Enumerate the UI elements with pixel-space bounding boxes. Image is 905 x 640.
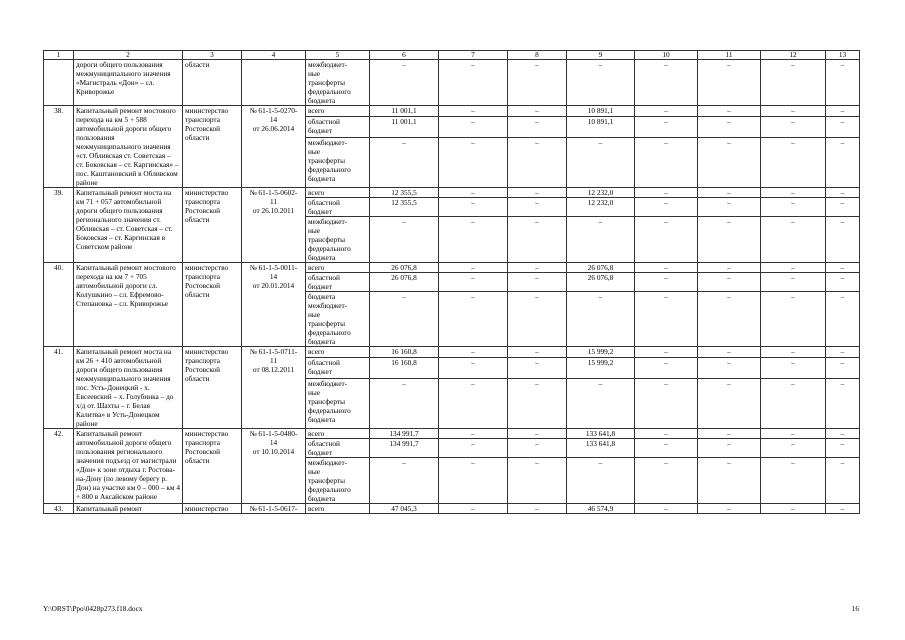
value-cell: 12 355,5 — [370, 198, 439, 217]
ministry-name: министерство — [183, 504, 242, 514]
value-cell: – — [826, 347, 860, 358]
value-cell: 26 076,8 — [567, 273, 635, 292]
value-cell: – — [508, 188, 567, 198]
row-number: 38. — [44, 106, 74, 188]
value-cell: – — [761, 429, 826, 439]
col-header: 9 — [567, 51, 635, 60]
value-cell: – — [370, 137, 439, 187]
value-cell: – — [826, 429, 860, 439]
document-number: № 61-1-5-0011- 14 от 20.01.2014 — [242, 263, 306, 347]
value-cell: – — [635, 429, 698, 439]
value-cell: – — [635, 60, 698, 106]
funding-source: областной бюджет — [306, 357, 370, 378]
value-cell: – — [698, 273, 761, 292]
value-cell: – — [567, 458, 635, 504]
col-header: 4 — [242, 51, 306, 60]
value-cell: – — [761, 504, 826, 514]
value-cell: – — [635, 116, 698, 137]
value-cell: 11 001,1 — [370, 106, 439, 117]
funding-source: областной бюджет — [306, 273, 370, 292]
ministry-name: министерство транспорта Ростовской области — [183, 263, 242, 347]
project-name: Капитальный ремонт автомобильной дороги общего пользования регионального значения подъезд от магистрали «Дон» к зоне отдыха г. Ростова-на-Дону (по левому берегу р. Дон) на участке км 0 – 000 – км 4 + 800 в Аксайском районе — [74, 429, 183, 504]
value-cell: – — [635, 273, 698, 292]
value-cell: – — [761, 60, 826, 106]
row-number: 41. — [44, 347, 74, 429]
col-header: 8 — [508, 51, 567, 60]
value-cell: – — [761, 439, 826, 458]
value-cell: – — [698, 378, 761, 428]
value-cell: – — [826, 292, 860, 347]
col-header: 3 — [183, 51, 242, 60]
value-cell: – — [370, 458, 439, 504]
value-cell: – — [439, 188, 508, 198]
value-cell: 15 999,2 — [567, 357, 635, 378]
project-name: Капитальный ремонт — [74, 504, 183, 514]
value-cell: – — [698, 458, 761, 504]
value-cell: – — [508, 198, 567, 217]
value-cell: – — [508, 273, 567, 292]
value-cell: – — [439, 60, 508, 106]
value-cell: – — [761, 106, 826, 117]
value-cell: – — [635, 357, 698, 378]
value-cell: – — [826, 198, 860, 217]
value-cell: – — [567, 378, 635, 428]
funding-source: бюджета межбюджет- ные трансферты федерального бюджета — [306, 292, 370, 347]
value-cell: – — [761, 263, 826, 273]
value-cell: – — [439, 116, 508, 137]
ministry-name: министерство транспорта Ростовской области — [183, 429, 242, 504]
value-cell: – — [439, 378, 508, 428]
table-row — [44, 429, 860, 439]
funding-source: всего — [306, 347, 370, 358]
col-header: 11 — [698, 51, 761, 60]
value-cell: – — [826, 137, 860, 187]
document-number: № 61-1-5-0711- 11 от 08.12.2011 — [242, 347, 306, 429]
value-cell: – — [635, 504, 698, 514]
value-cell: – — [508, 60, 567, 106]
value-cell: – — [698, 60, 761, 106]
row-number — [44, 60, 74, 106]
value-cell: – — [698, 263, 761, 273]
table-row — [44, 188, 860, 198]
value-cell: – — [826, 116, 860, 137]
value-cell: – — [698, 217, 761, 263]
value-cell: – — [508, 217, 567, 263]
value-cell: – — [826, 273, 860, 292]
value-cell: – — [508, 292, 567, 347]
value-cell: – — [826, 60, 860, 106]
col-header: 7 — [439, 51, 508, 60]
value-cell: – — [698, 188, 761, 198]
value-cell: 46 574,9 — [567, 504, 635, 514]
value-cell: – — [761, 357, 826, 378]
value-cell: – — [439, 292, 508, 347]
document-number: № 61-1-5-0617- — [242, 504, 306, 514]
row-number: 43. — [44, 504, 74, 514]
funding-source: межбюджет- ные трансферты федерального бюджета — [306, 60, 370, 106]
value-cell: – — [635, 188, 698, 198]
funding-source: всего — [306, 263, 370, 273]
project-name: дороги общего пользования межмуниципального значения «Магистраль «Дон» – сл. Криворожье — [74, 60, 183, 106]
value-cell: – — [439, 458, 508, 504]
ministry-name: министерство транспорта Ростовской области — [183, 347, 242, 429]
project-name: Капитальный ремонт мостового перехода на км 5 + 588 автомобильной дороги общего пользования межмуниципального значения «ст. Обливская ст. Советская – ст. Боковская – ст. Каргинская» – пос. Каштановский в Обливском районе — [74, 106, 183, 188]
value-cell: – — [635, 198, 698, 217]
value-cell: – — [826, 217, 860, 263]
value-cell: 11 001,1 — [370, 116, 439, 137]
value-cell: 10 891,1 — [567, 116, 635, 137]
value-cell: – — [826, 504, 860, 514]
project-name: Капитальный ремонт моста на км 26 + 410 автомобильной дороги общего пользования межмуниципального значения пос. Усть-Донецкий - х. Евсеевский – х. Голубинка – до х/д от. Шахты – г. Белая Калитва» в Усть-Донецком районе — [74, 347, 183, 429]
ministry-name: министерство транспорта Ростовской области — [183, 106, 242, 188]
col-header: 13 — [826, 51, 860, 60]
value-cell: – — [370, 292, 439, 347]
value-cell: – — [508, 458, 567, 504]
value-cell: – — [761, 458, 826, 504]
row-number: 42. — [44, 429, 74, 504]
value-cell: – — [635, 458, 698, 504]
value-cell: – — [698, 347, 761, 358]
value-cell: 12 355,5 — [370, 188, 439, 198]
project-name: Капитальный ремонт мостового перехода на км 7 + 705 автомобильной дороги сл. Колушкино – сл. Ефремово-Степановка – сл. Криворожье — [74, 263, 183, 347]
value-cell: – — [635, 439, 698, 458]
value-cell: 47 045,3 — [370, 504, 439, 514]
value-cell: – — [439, 429, 508, 439]
value-cell: – — [698, 504, 761, 514]
value-cell: – — [439, 137, 508, 187]
value-cell: – — [826, 188, 860, 198]
column-header-row — [44, 51, 860, 60]
ministry-name: области — [183, 60, 242, 106]
funding-source: межбюджет- ные трансферты федерального бюджета — [306, 378, 370, 428]
row-number: 40. — [44, 263, 74, 347]
value-cell: – — [826, 263, 860, 273]
value-cell: – — [826, 357, 860, 378]
col-header: 2 — [74, 51, 183, 60]
funding-source: всего — [306, 429, 370, 439]
value-cell: – — [439, 504, 508, 514]
value-cell: – — [635, 217, 698, 263]
value-cell: – — [826, 106, 860, 117]
value-cell: – — [761, 188, 826, 198]
row-number: 39. — [44, 188, 74, 263]
value-cell: – — [698, 106, 761, 117]
value-cell: 26 076,8 — [370, 273, 439, 292]
value-cell: – — [508, 429, 567, 439]
funding-source: всего — [306, 188, 370, 198]
value-cell: – — [698, 429, 761, 439]
funding-source: всего — [306, 106, 370, 117]
value-cell: – — [370, 60, 439, 106]
value-cell: – — [635, 263, 698, 273]
value-cell: – — [567, 60, 635, 106]
value-cell: – — [439, 106, 508, 117]
value-cell: – — [508, 263, 567, 273]
value-cell: 15 999,2 — [567, 347, 635, 358]
value-cell: – — [508, 116, 567, 137]
value-cell: 16 160,8 — [370, 347, 439, 358]
file-path-footer: Y:\ORST\Ppo\0428p273.f18.docx — [43, 604, 143, 613]
value-cell: – — [370, 217, 439, 263]
document-number: № 61-1-5-0602- 11 от 26.10.2011 — [242, 188, 306, 263]
value-cell: – — [508, 504, 567, 514]
value-cell: – — [439, 357, 508, 378]
value-cell: – — [439, 273, 508, 292]
table-row — [44, 263, 860, 273]
value-cell: – — [698, 292, 761, 347]
table-row — [44, 347, 860, 358]
value-cell: – — [439, 439, 508, 458]
value-cell: – — [826, 439, 860, 458]
value-cell: – — [508, 378, 567, 428]
value-cell: – — [567, 292, 635, 347]
funding-source: межбюджет- ные трансферты федерального бюджета — [306, 217, 370, 263]
value-cell: – — [826, 458, 860, 504]
value-cell: – — [635, 292, 698, 347]
document-number: № 61-1-5-0480- 14 от 10.10.2014 — [242, 429, 306, 504]
value-cell: – — [567, 217, 635, 263]
value-cell: – — [508, 357, 567, 378]
table-row — [44, 106, 860, 117]
value-cell: – — [761, 292, 826, 347]
value-cell: – — [761, 378, 826, 428]
funding-source: областной бюджет — [306, 116, 370, 137]
col-header: 6 — [370, 51, 439, 60]
value-cell: – — [508, 347, 567, 358]
value-cell: – — [761, 217, 826, 263]
ministry-name: министерство транспорта Ростовской области — [183, 188, 242, 263]
col-header: 1 — [44, 51, 74, 60]
value-cell: – — [698, 439, 761, 458]
value-cell: – — [761, 273, 826, 292]
value-cell: 133 641,8 — [567, 429, 635, 439]
value-cell: 12 232,0 — [567, 198, 635, 217]
value-cell: – — [508, 137, 567, 187]
col-header: 5 — [306, 51, 370, 60]
funding-source: всего — [306, 504, 370, 514]
value-cell: – — [761, 116, 826, 137]
page-number: 16 — [851, 604, 859, 613]
funding-source: областной бюджет — [306, 439, 370, 458]
value-cell: 16 160,8 — [370, 357, 439, 378]
value-cell: – — [635, 378, 698, 428]
col-header: 12 — [761, 51, 826, 60]
value-cell: – — [698, 116, 761, 137]
table-row — [44, 60, 860, 106]
project-name: Капитальный ремонт моста на км 71 + 057 автомобильной дороги общего пользования регионального значения ст. Обливская – ст. Советская – ст. Боковская – ст. Каргинская в Советском районе — [74, 188, 183, 263]
value-cell: – — [439, 198, 508, 217]
value-cell: – — [698, 357, 761, 378]
value-cell: 26 076,8 — [370, 263, 439, 273]
value-cell: 134 991,7 — [370, 429, 439, 439]
value-cell: 26 076,8 — [567, 263, 635, 273]
value-cell: – — [370, 378, 439, 428]
value-cell: – — [761, 137, 826, 187]
col-header: 10 — [635, 51, 698, 60]
table-row — [44, 504, 860, 514]
value-cell: – — [826, 378, 860, 428]
value-cell: 133 641,8 — [567, 439, 635, 458]
value-cell: – — [635, 106, 698, 117]
value-cell: – — [439, 217, 508, 263]
value-cell: – — [439, 347, 508, 358]
funding-source: областной бюджет — [306, 198, 370, 217]
value-cell: – — [761, 198, 826, 217]
value-cell: – — [698, 198, 761, 217]
document-number: № 61-1-5-0270- 14 от 26.06.2014 — [242, 106, 306, 188]
budget-table — [43, 50, 860, 514]
value-cell: – — [439, 263, 508, 273]
value-cell: – — [508, 106, 567, 117]
value-cell: – — [567, 137, 635, 187]
value-cell: 10 891,1 — [567, 106, 635, 117]
value-cell: 134 991,7 — [370, 439, 439, 458]
value-cell: – — [635, 347, 698, 358]
value-cell: – — [761, 347, 826, 358]
document-number — [242, 60, 306, 106]
value-cell: 12 232,0 — [567, 188, 635, 198]
value-cell: – — [635, 137, 698, 187]
funding-source: межбюджет- ные трансферты федерального бюджета — [306, 458, 370, 504]
funding-source: межбюджет- ные трансферты федерального бюджета — [306, 137, 370, 187]
value-cell: – — [508, 439, 567, 458]
value-cell: – — [698, 137, 761, 187]
